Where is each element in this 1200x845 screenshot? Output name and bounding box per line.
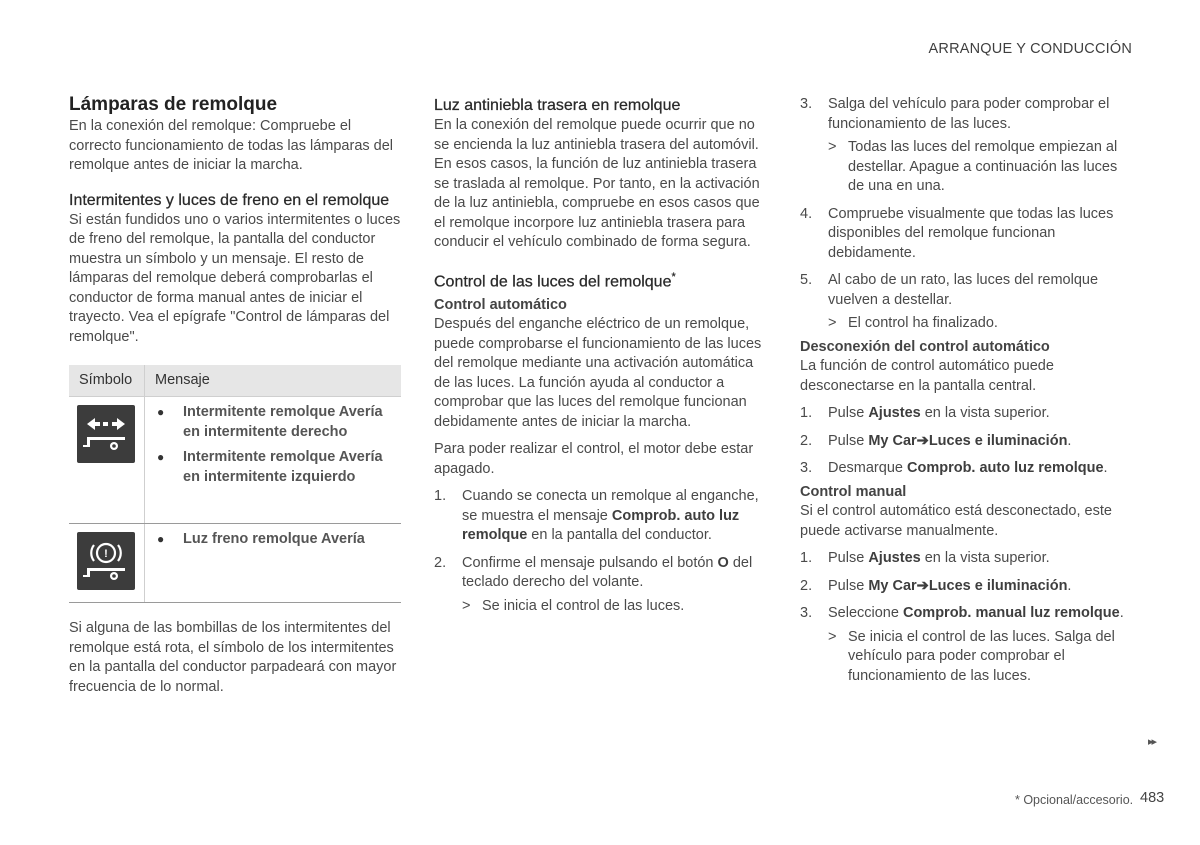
page-title: Lámparas de remolque: [69, 94, 278, 115]
arrow-right-icon: ➔: [916, 432, 929, 449]
subheading-light-control: Control de las luces del remolque*: [434, 270, 676, 290]
step-item: 3. Desmarque Comprob. auto luz remolque.: [800, 460, 1108, 476]
turn-brake-paragraph: Si están fundidos uno o varios intermitentes o luces de freno del remolque, la pantalla del conductor muestra un símbolo y un mensaje. El resto de lámparas del remolque deberá comprobarlas el conductor de forma manual antes de iniciar el trayecto. Vea el epígrafe "Control de lámparas del remolque".: [69, 211, 401, 345]
step-item: 3. Seleccione Comprob. manual luz remolque. > Se inicia el control de las luces. Salga del vehículo para poder comprobar el funcionamiento de las luces.: [800, 604, 1132, 686]
subheading-turn-brake: Intermitentes y luces de freno en el remolque: [69, 191, 390, 209]
disconnect-paragraph: La función de control automático puede desconectarse en la pantalla central.: [800, 358, 1054, 394]
setting-name: Comprob. auto luz remolque: [906, 460, 1104, 476]
list-item: ● Intermitente remolque Avería en intermitente izquierdo: [157, 448, 395, 487]
message-name: Comprob. auto luz remolque: [462, 507, 740, 544]
engine-off-paragraph: Para poder realizar el control, el motor debe estar apagado.: [434, 441, 754, 477]
table-header-message: Mensaje: [145, 365, 402, 397]
message-text: Intermitente remolque Avería en intermitente derecho: [183, 404, 383, 440]
trailer-turn-signal-icon: [77, 405, 135, 463]
menu-name: Luces e iluminación: [928, 577, 1068, 594]
manual-control-paragraph: Si el control automático está desconectado, este puede activarse manualmente.: [800, 503, 1112, 539]
table-header-symbol: Símbolo: [69, 365, 145, 397]
symbol-message-table: [69, 365, 401, 603]
step-item: 3. Salga del vehículo para poder comprobar el funcionamiento de las luces. > Todas las luces del remolque empiezan al destellar. Apague a continuación las luces de una en una.: [800, 95, 1132, 197]
table-cell-message: [145, 524, 402, 603]
column-right: [800, 95, 1132, 686]
list-item: ● Intermitente remolque Avería en intermitente derecho: [157, 403, 395, 442]
step-item: 2. Pulse My Car➔Luces e iluminación.: [800, 577, 1132, 597]
step-item: 1. Cuando se conecta un remolque al enganche, se muestra el mensaje Comprob. auto luz remolque en la pantalla del conductor.: [434, 488, 759, 544]
closing-paragraph: Si alguna de las bombillas de los intermitentes del remolque está rota, el símbolo de los intermitentes en la pantalla del conductor parpadeará con mayor frecuencia de lo normal.: [69, 620, 397, 695]
svg-text:!: !: [104, 548, 108, 560]
menu-name: Ajustes: [868, 405, 921, 421]
setting-name: Comprob. manual luz remolque: [902, 605, 1120, 621]
table-cell-message: [145, 397, 402, 524]
subheading-disconnect: Desconexión del control automático: [800, 338, 1050, 355]
menu-name: My Car: [868, 577, 917, 594]
message-text: Intermitente remolque Avería en intermitente izquierdo: [183, 449, 383, 485]
arrow-right-icon: ➔: [916, 577, 929, 594]
subheading-fog-light: Luz antiniebla trasera en remolque: [434, 97, 681, 114]
continue-arrows-icon: ▸▸: [1148, 736, 1156, 748]
subheading-manual-control: Control manual: [800, 483, 907, 500]
step-result: > Se inicia el control de las luces.: [462, 597, 685, 614]
step-item: 1. Pulse Ajustes en la vista superior.: [800, 550, 1050, 566]
button-name: O: [717, 554, 729, 571]
step-item: 2. Confirme el mensaje pulsando el botón O del teclado derecho del volante. > Se inicia el control de las luces.: [434, 554, 766, 617]
list-item: ● Luz freno remolque Avería: [157, 530, 395, 550]
step-result: > Se inicia el control de las luces. Salga del vehículo para poder comprobar el funcionamiento de las luces.: [828, 628, 1115, 684]
table-cell-symbol: [69, 397, 145, 524]
auto-control-paragraph: Después del enganche eléctrico de un remolque, puede comprobarse el funcionamiento de las luces del remolque mediante una activación automática de las luces. La función ayuda al conductor a comprobar que las luces del remolque funcionan debidamente antes de iniciar la marcha.: [434, 316, 762, 430]
column-middle: [434, 93, 766, 616]
menu-name: Luces e iluminación: [928, 432, 1068, 449]
column-left: [69, 93, 401, 697]
table-row: [69, 524, 401, 603]
step-result: > El control ha finalizado.: [828, 315, 998, 331]
step-item: 4. Compruebe visualmente que todas las luces disponibles del remolque funcionan debidamente.: [800, 205, 1114, 261]
intro-paragraph: En la conexión del remolque: Compruebe el correcto funcionamiento de todas las lámparas del remolque antes de iniciar la marcha.: [69, 118, 394, 173]
step-item: 1. Pulse Ajustes en la vista superior.: [800, 405, 1050, 421]
menu-name: Ajustes: [868, 550, 921, 566]
footnote: * Opcional/accesorio.: [1015, 793, 1134, 807]
step-item: 5. Al cabo de un rato, las luces del remolque vuelven a destellar. > El control ha finalizado.: [800, 271, 1132, 334]
step-result: > Todas las luces del remolque empiezan al destellar. Apague a continuación las luces de una en una.: [828, 139, 1118, 194]
page-number: 483: [1140, 790, 1165, 806]
table-row: [69, 397, 401, 524]
fog-light-paragraph: En la conexión del remolque puede ocurrir que no se encienda la luz antiniebla trasera del automóvil. En esos casos, la función de luz antiniebla trasera se traslada al remolque. Por tanto, en la activación de la luz antiniebla, compruebe en esos casos que el remolque incorpore luz antiniebla trasera para conducir el vehículo combinado de forma segura.: [434, 117, 760, 250]
step-item: 2. Pulse My Car➔Luces e iluminación.: [800, 432, 1132, 452]
subheading-auto-control: Control automático: [434, 296, 567, 313]
trailer-brake-light-icon: [77, 532, 135, 590]
table-cell-symbol: [69, 524, 145, 603]
message-text: Luz freno remolque Avería: [183, 531, 365, 547]
menu-name: My Car: [868, 432, 917, 449]
section-header: ARRANQUE Y CONDUCCIÓN: [928, 41, 1132, 57]
